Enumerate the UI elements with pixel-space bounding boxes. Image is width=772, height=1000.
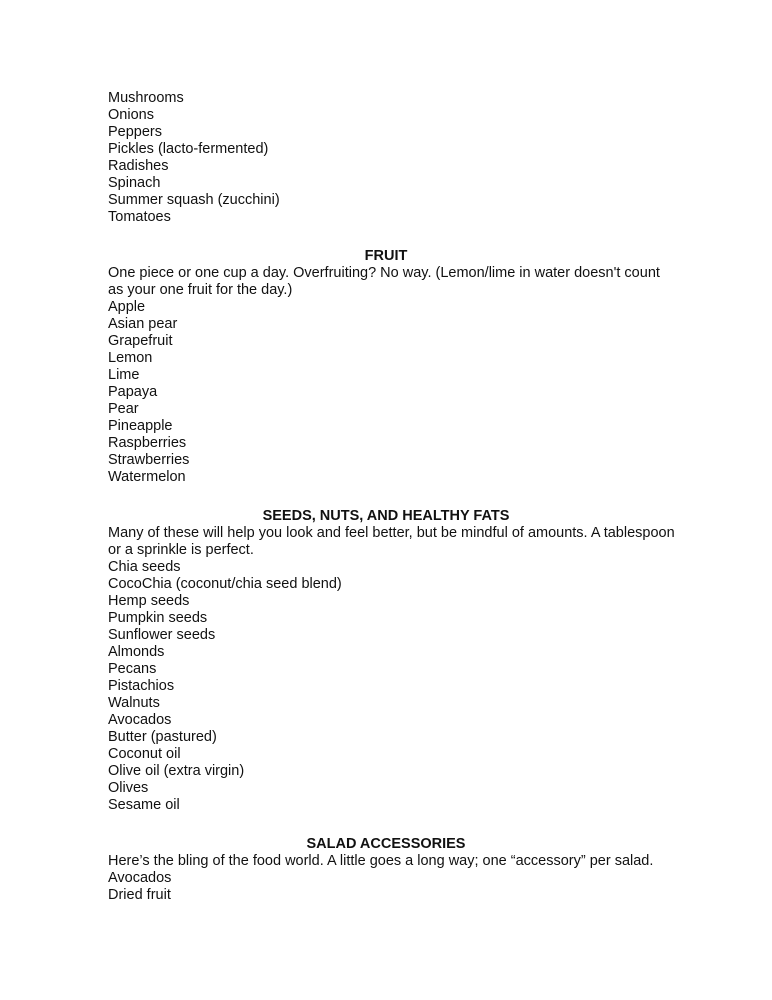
list-item: Asian pear bbox=[108, 316, 178, 332]
list-item: Olives bbox=[108, 780, 149, 796]
fruit-intro-line-1: One piece or one cup a day. Overfruiting? No way. (Lemon/lime in water doesn't count bbox=[108, 265, 660, 281]
section-heading-fruit: FRUIT bbox=[364, 248, 408, 264]
section-heading-salad: SALAD ACCESSORIES bbox=[306, 836, 466, 852]
list-item: Dried fruit bbox=[108, 887, 171, 903]
list-item: Pineapple bbox=[108, 418, 173, 434]
list-item: Hemp seeds bbox=[108, 593, 190, 609]
fruit-list bbox=[108, 299, 664, 486]
list-item: Summer squash (zucchini) bbox=[108, 192, 280, 208]
list-item: CocoChia (coconut/chia seed blend) bbox=[108, 576, 342, 592]
salad-intro-line-1: Here’s the bling of the food world. A little goes a long way; one “accessory” per salad. bbox=[108, 853, 654, 869]
list-item: Pistachios bbox=[108, 678, 175, 694]
list-item: Pumpkin seeds bbox=[108, 610, 208, 626]
vegetable-list bbox=[108, 90, 664, 226]
section-heading-seeds: SEEDS, NUTS, AND HEALTHY FATS bbox=[262, 508, 510, 524]
list-item: Radishes bbox=[108, 158, 169, 174]
document-page bbox=[108, 90, 675, 904]
seeds-intro-line-1: Many of these will help you look and feel better, but be mindful of amounts. A tablespoon bbox=[108, 525, 675, 541]
list-item: Almonds bbox=[108, 644, 165, 660]
list-item: Spinach bbox=[108, 175, 161, 191]
list-item: Watermelon bbox=[108, 469, 186, 485]
list-item: Tomatoes bbox=[108, 209, 171, 225]
list-item: Peppers bbox=[108, 124, 163, 140]
list-item: Chia seeds bbox=[108, 559, 181, 575]
list-item: Lemon bbox=[108, 350, 153, 366]
list-item: Sunflower seeds bbox=[108, 627, 216, 643]
list-item: Avocados bbox=[108, 870, 172, 886]
list-item: Apple bbox=[108, 299, 146, 315]
list-item: Sesame oil bbox=[108, 797, 180, 813]
fruit-intro-line-2: as your one fruit for the day.) bbox=[108, 282, 293, 298]
list-item: Avocados bbox=[108, 712, 172, 728]
list-item: Mushrooms bbox=[108, 90, 184, 106]
list-item: Grapefruit bbox=[108, 333, 173, 349]
list-item: Onions bbox=[108, 107, 154, 123]
seeds-intro-line-2: or a sprinkle is perfect. bbox=[108, 542, 254, 558]
list-item: Walnuts bbox=[108, 695, 160, 711]
list-item: Lime bbox=[108, 367, 140, 383]
salad-list bbox=[108, 870, 664, 904]
list-item: Pickles (lacto-fermented) bbox=[108, 141, 269, 157]
list-item: Raspberries bbox=[108, 435, 187, 451]
list-item: Olive oil (extra virgin) bbox=[108, 763, 245, 779]
list-item: Pear bbox=[108, 401, 139, 417]
list-item: Butter (pastured) bbox=[108, 729, 217, 745]
seeds-list bbox=[108, 559, 664, 814]
list-item: Strawberries bbox=[108, 452, 190, 468]
list-item: Papaya bbox=[108, 384, 158, 400]
list-item: Coconut oil bbox=[108, 746, 181, 762]
list-item: Pecans bbox=[108, 661, 157, 677]
